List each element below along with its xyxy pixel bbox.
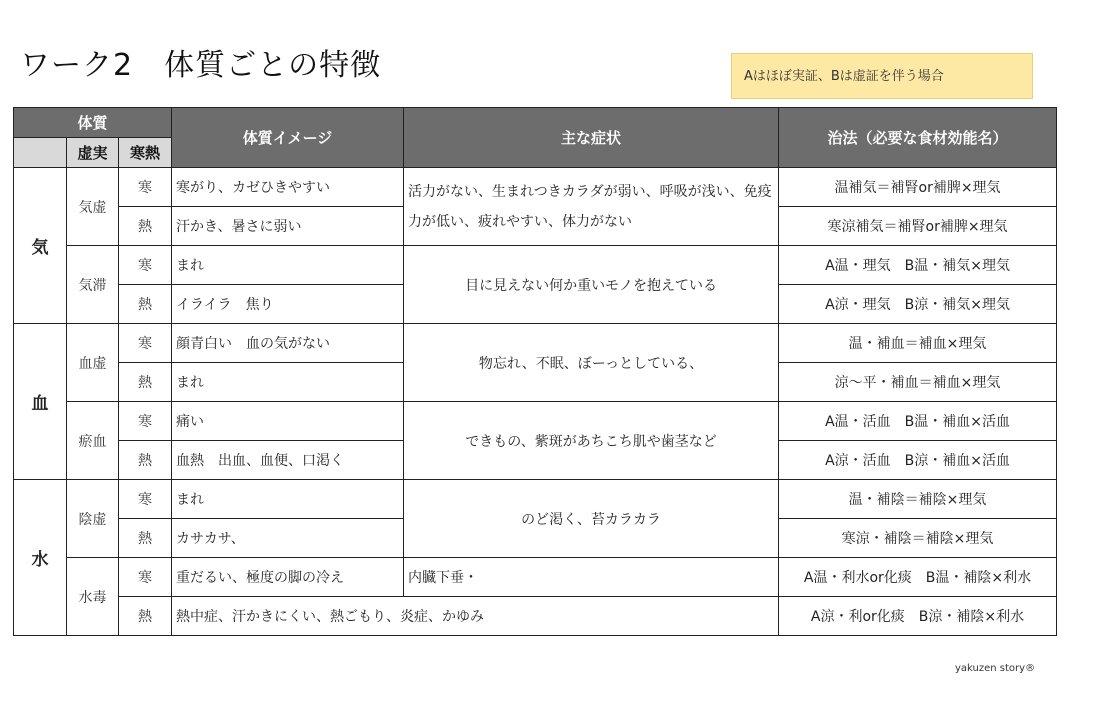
image-cell: まれ — [172, 480, 404, 519]
temp-cell: 寒 — [119, 324, 172, 363]
header-treatment: 治法（必要な食材効能名） — [779, 108, 1057, 168]
category-sui: 水 — [14, 480, 67, 636]
temp-cell: 熱 — [119, 207, 172, 246]
treatment-cell: 温・補陰＝補陰×理気 — [779, 480, 1057, 519]
symptom-inkyo: のど渇く、苔カラカラ — [404, 480, 779, 558]
image-cell-wide: 熱中症、汗かきにくい、熱ごもり、炎症、かゆみ — [172, 597, 779, 636]
image-cell: 重だるい、極度の脚の冷え — [172, 558, 404, 597]
symptom-kikyo: 活力がない、生まれつきカラダが弱い、呼吸が浅い、免疫力が低い、疲れやすい、体力がない — [404, 168, 779, 246]
subtype-inkyo: 陰虚 — [67, 480, 119, 558]
treatment-cell: A温・利水or化痰 B温・補陰×利水 — [779, 558, 1057, 597]
symptom-kitai: 目に見えない何か重いモノを抱えている — [404, 246, 779, 324]
note-box: Aはほぼ実証、Bは虚証を伴う場合 — [731, 53, 1033, 99]
subtype-suidoku: 水毒 — [67, 558, 119, 636]
treatment-cell: A温・活血 B温・補血×活血 — [779, 402, 1057, 441]
table-row — [14, 597, 1057, 636]
header-kyojitsu: 虚実 — [67, 138, 119, 168]
image-cell: 顔青白い 血の気がない — [172, 324, 404, 363]
table-row — [14, 168, 1057, 207]
table-row — [14, 246, 1057, 285]
subtype-kitai: 気滞 — [67, 246, 119, 324]
symptom-kekkyo: 物忘れ、不眠、ぼーっとしている、 — [404, 324, 779, 402]
image-cell: まれ — [172, 246, 404, 285]
treatment-cell: A涼・理気 B涼・補気×理気 — [779, 285, 1057, 324]
image-cell: イライラ 焦り — [172, 285, 404, 324]
treatment-cell: 温補気＝補腎or補脾×理気 — [779, 168, 1057, 207]
table-row — [14, 324, 1057, 363]
image-cell: 汗かき、暑さに弱い — [172, 207, 404, 246]
footer-brand: yakuzen story® — [955, 663, 1036, 674]
temp-cell: 熱 — [119, 285, 172, 324]
image-cell: 痛い — [172, 402, 404, 441]
treatment-cell: 温・補血＝補血×理気 — [779, 324, 1057, 363]
temp-cell: 寒 — [119, 246, 172, 285]
category-ketsu: 血 — [14, 324, 67, 480]
temp-cell: 寒 — [119, 558, 172, 597]
subtype-oketsu: 瘀血 — [67, 402, 119, 480]
treatment-cell: 涼〜平・補血＝補血×理気 — [779, 363, 1057, 402]
image-cell: 寒がり、カゼひきやすい — [172, 168, 404, 207]
temp-cell: 寒 — [119, 402, 172, 441]
table-row — [14, 480, 1057, 519]
treatment-cell: 寒涼・補陰＝補陰×理気 — [779, 519, 1057, 558]
treatment-cell: 寒涼補気＝補腎or補脾×理気 — [779, 207, 1057, 246]
header-blank — [14, 138, 67, 168]
temp-cell: 熱 — [119, 441, 172, 480]
temp-cell: 熱 — [119, 363, 172, 402]
treatment-cell: A涼・利or化痰 B涼・補陰×利水 — [779, 597, 1057, 636]
header-symptoms: 主な症状 — [404, 108, 779, 168]
page-title: ワーク2 体質ごとの特徴 — [20, 48, 382, 83]
subtype-kekkyo: 血虚 — [67, 324, 119, 402]
table-row — [14, 402, 1057, 441]
header-constitution: 体質 — [14, 108, 172, 138]
temp-cell: 寒 — [119, 480, 172, 519]
category-ki: 気 — [14, 168, 67, 324]
header-kannetsu: 寒熱 — [119, 138, 172, 168]
image-cell: 血熱 出血、血便、口渇く — [172, 441, 404, 480]
treatment-cell: A温・理気 B温・補気×理気 — [779, 246, 1057, 285]
temp-cell: 熱 — [119, 519, 172, 558]
temp-cell: 熱 — [119, 597, 172, 636]
table-row — [14, 558, 1057, 597]
image-cell: カサカサ、 — [172, 519, 404, 558]
image-cell: まれ — [172, 363, 404, 402]
constitution-table — [13, 107, 1057, 636]
temp-cell: 寒 — [119, 168, 172, 207]
subtype-kikyo: 気虚 — [67, 168, 119, 246]
symptom-suidoku: 内臓下垂・ — [404, 558, 779, 597]
treatment-cell: A涼・活血 B涼・補血×活血 — [779, 441, 1057, 480]
symptom-oketsu: できもの、紫斑があちこち肌や歯茎など — [404, 402, 779, 480]
header-image: 体質イメージ — [172, 108, 404, 168]
